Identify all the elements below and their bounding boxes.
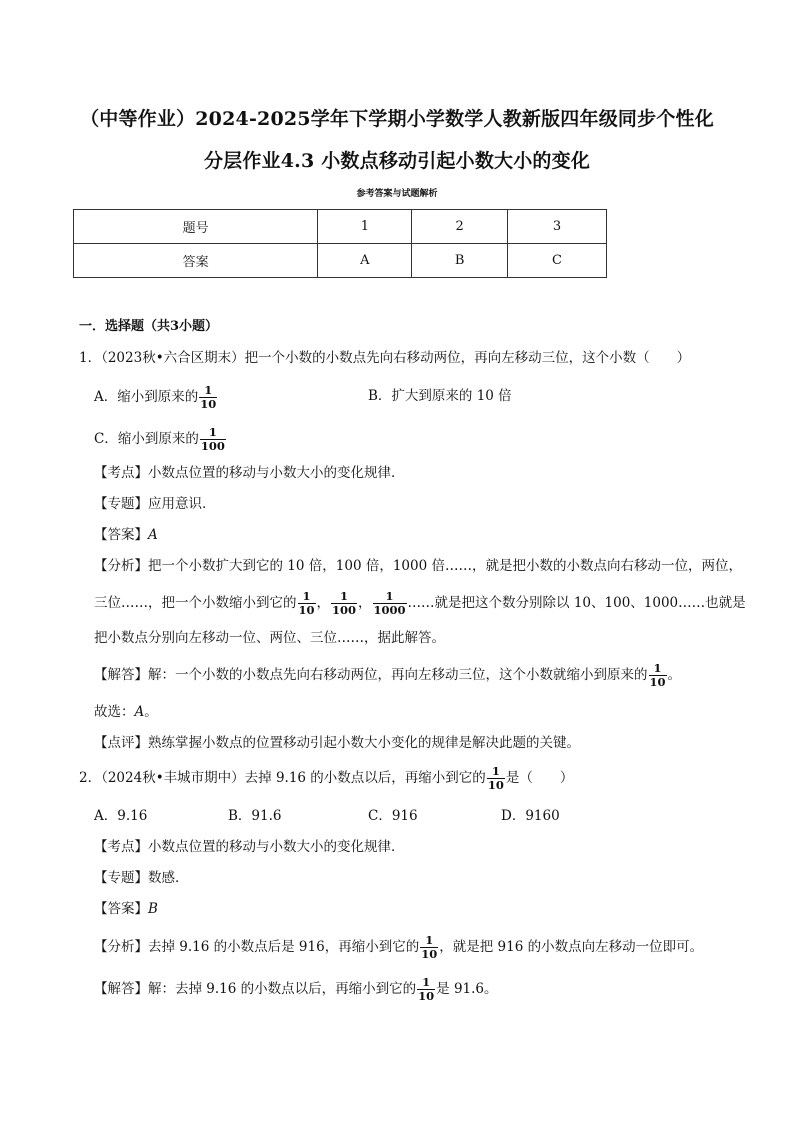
- text: A: [148, 527, 158, 543]
- fraction-numerator: 1: [204, 383, 213, 397]
- section-heading: 一．选择题（共3小题）: [79, 319, 219, 334]
- text: 应用意识．: [148, 496, 216, 512]
- text: 。: [667, 667, 682, 683]
- text: 去掉 9.16 的小数点后是 916，再缩小到它的: [148, 939, 420, 955]
- q1-option-a: [94, 384, 218, 411]
- q1-option-c-text: C．缩小到原来的: [94, 431, 199, 447]
- text: ……就是把这个数分别除以 10、100、1000……也就是: [407, 595, 746, 611]
- label: 【解答】: [94, 981, 148, 997]
- q1-option-c: [94, 426, 227, 453]
- table-cell: 3: [507, 210, 606, 244]
- q1-solution: [94, 662, 681, 689]
- label: 【答案】: [94, 901, 148, 917]
- fraction: [420, 934, 438, 961]
- answer-table: [73, 209, 607, 278]
- q2-answer: [94, 899, 158, 919]
- text: 解：一个小数的小数点先向右移动两位，再向左移动三位，这个小数就缩小到原来的: [148, 667, 648, 683]
- fraction-numerator: 1: [491, 764, 500, 778]
- table-cell: 题号: [74, 210, 318, 244]
- text: 小数点位置的移动与小数大小的变化规律．: [148, 465, 405, 481]
- fraction-numerator: 1: [422, 975, 431, 989]
- label: 【分析】: [94, 558, 148, 574]
- separator: ，: [358, 595, 372, 611]
- fraction: [199, 384, 217, 411]
- q1-analysis-line3: 把小数点分别向左移动一位、两位、三位……，据此解答。: [94, 630, 445, 646]
- q1-answer: [94, 525, 158, 545]
- fraction: [487, 765, 505, 792]
- fraction: [649, 662, 667, 689]
- q1-zhuanti: [94, 494, 216, 514]
- fraction-denominator: 10: [421, 947, 438, 961]
- q1-option-a-text: A．缩小到原来的: [94, 389, 199, 405]
- fraction-denominator: 10: [418, 989, 435, 1003]
- fraction: [417, 976, 435, 1003]
- label: 【分析】: [94, 939, 148, 955]
- text: ，就是把 916 的小数点向左移动一位即可。: [439, 939, 704, 955]
- table-cell: 2: [412, 210, 508, 244]
- label: 【专题】: [94, 870, 148, 886]
- text: 2．（2024秋•丰城市期中）去掉 9.16 的小数点以后，再缩小到它的: [79, 770, 486, 786]
- text: B: [148, 901, 158, 917]
- q2-option-a: A．9.16: [94, 808, 148, 824]
- q1-analysis-line2: [94, 590, 746, 617]
- document-title-line2: 分层作业4.3 小数点移动引起小数大小的变化: [203, 150, 591, 172]
- text: 小数点位置的移动与小数大小的变化规律．: [148, 839, 405, 855]
- label: 【解答】: [94, 667, 148, 683]
- fraction-denominator: 1000: [373, 603, 406, 617]
- fraction-denominator: 10: [298, 603, 315, 617]
- label: 【答案】: [94, 527, 148, 543]
- fraction-numerator: 1: [385, 589, 394, 603]
- fraction: [373, 590, 407, 617]
- q1-choice: [94, 702, 158, 722]
- q2-stem: [79, 765, 573, 792]
- text: 。: [144, 704, 158, 720]
- label: 【点评】: [94, 735, 148, 751]
- fraction: [200, 426, 226, 453]
- fraction-numerator: 1: [425, 933, 434, 947]
- q1-kaodian: [94, 463, 405, 483]
- text: 把一个小数扩大到它的 10 倍，100 倍，1000 倍……，就是把小数的小数点向右移动一位，两位，: [148, 558, 742, 574]
- text: 数感．: [148, 870, 189, 886]
- fraction: [298, 590, 316, 617]
- fraction-numerator: 1: [208, 425, 217, 439]
- text: 三位……，把一个小数缩小到它的: [94, 595, 297, 611]
- fraction-numerator: 1: [302, 589, 311, 603]
- q2-option-d: D．9160: [501, 808, 560, 824]
- table-cell: A: [318, 244, 412, 278]
- document-subtitle: 参考答案与试题解析: [356, 189, 438, 199]
- q2-solution: [94, 976, 498, 1003]
- q2-kaodian: [94, 837, 405, 857]
- text: 是（ ）: [505, 770, 574, 786]
- q2-option-c: C．916: [368, 808, 418, 824]
- q2-analysis: [94, 934, 703, 961]
- answer-table-header-row: [74, 210, 607, 244]
- label: 【专题】: [94, 496, 148, 512]
- table-cell: C: [507, 244, 606, 278]
- q1-stem: 1．（2023秋•六合区期末）把一个小数的小数点先向右移动两位，再向左移动三位，这个小数（ ）: [79, 350, 691, 366]
- text: 是 91.6。: [436, 981, 498, 997]
- text: 解：去掉 9.16 的小数点以后，再缩小到它的: [148, 981, 417, 997]
- q1-option-b: B．扩大到原来的 10 倍: [368, 388, 512, 404]
- fraction-denominator: 10: [200, 397, 217, 411]
- fraction-denominator: 10: [487, 778, 504, 792]
- table-cell: 答案: [74, 244, 318, 278]
- q2-option-b: B．91.6: [228, 808, 282, 824]
- label: 【考点】: [94, 465, 148, 481]
- fraction-denominator: 100: [332, 603, 357, 617]
- fraction-numerator: 1: [653, 661, 662, 675]
- q1-analysis-line1: [94, 556, 742, 576]
- fraction-denominator: 100: [200, 439, 225, 453]
- answer-table-answer-row: [74, 244, 607, 278]
- separator: ，: [316, 595, 331, 611]
- table-cell: B: [412, 244, 508, 278]
- q2-zhuanti: [94, 868, 189, 888]
- text: 故选：: [94, 704, 135, 720]
- document-title-line1: （中等作业）2024-2025学年下学期小学数学人教新版四年级同步个性化: [80, 108, 714, 130]
- table-cell: 1: [318, 210, 412, 244]
- text: 熟练掌握小数点的位置移动引起小数大小变化的规律是解决此题的关键。: [148, 735, 580, 751]
- fraction: [331, 590, 357, 617]
- text: A: [134, 704, 145, 720]
- q1-comment: [94, 733, 580, 753]
- label: 【考点】: [94, 839, 148, 855]
- fraction-numerator: 1: [340, 589, 349, 603]
- fraction-denominator: 10: [649, 675, 666, 689]
